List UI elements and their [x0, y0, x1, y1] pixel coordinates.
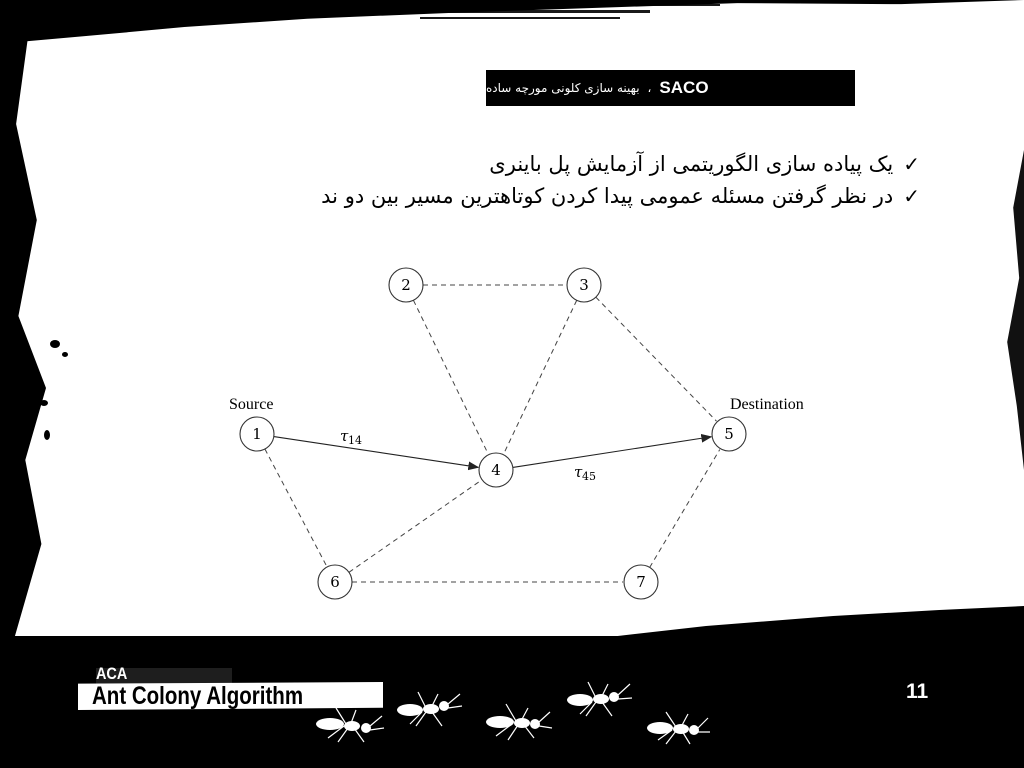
- edge-3-5: [596, 297, 717, 421]
- edge-3-4: [504, 300, 577, 453]
- node-label: 7: [636, 573, 646, 591]
- graph-edges: [265, 285, 720, 582]
- bullet-text: در نظر گرفتن مسئله عمومی پیدا کردن کوتاهترین مسیر بین دو ند: [321, 184, 894, 208]
- node-3: [567, 268, 601, 302]
- bullet-text: یک پیاده سازی الگوریتمی از آزمایش پل باینری: [489, 152, 894, 176]
- tau-14-subscript: 14: [348, 434, 362, 447]
- node-2: [389, 268, 423, 302]
- page-number: 11: [906, 680, 929, 703]
- edge-1-6: [265, 449, 327, 566]
- title-brand: SACO: [659, 78, 709, 97]
- node-4: [479, 453, 513, 487]
- destination-label: Destination: [730, 396, 804, 413]
- node-label: 6: [330, 573, 340, 591]
- tau-45-label: [574, 463, 596, 483]
- title-separator: ،: [647, 81, 652, 95]
- node-7: [624, 565, 658, 599]
- edge-2-4: [413, 300, 488, 454]
- ant-icon: [567, 682, 632, 716]
- tau-45-subscript: 45: [582, 470, 596, 483]
- ant-icon: [486, 704, 552, 740]
- tau-14-symbol: τ: [340, 427, 349, 445]
- node-label: 2: [401, 276, 411, 294]
- edge-6-4: [349, 480, 481, 572]
- edge-7-5: [650, 449, 720, 567]
- title-subtitle: بهینه سازی کلونی مورچه ساده: [486, 81, 640, 95]
- ant-icon: [397, 692, 462, 726]
- node-label: 1: [252, 425, 262, 443]
- ant-icon: [316, 708, 384, 742]
- node-label: 3: [579, 276, 589, 294]
- check-icon: ✓: [903, 152, 920, 176]
- node-5: [712, 417, 746, 451]
- source-label: Source: [229, 396, 274, 413]
- graph-nodes: [240, 268, 746, 599]
- check-icon: ✓: [903, 184, 920, 208]
- footer-name: Ant Colony Algorithm: [92, 682, 304, 710]
- node-1: [240, 417, 274, 451]
- edge-1-4: [274, 437, 478, 468]
- node-label: 4: [491, 461, 501, 479]
- ants-illustration: [290, 672, 730, 762]
- ant-icon: [647, 712, 710, 744]
- tau-45-symbol: τ: [574, 463, 583, 481]
- node-label: 5: [724, 425, 734, 443]
- footer-abbr: ACA: [96, 664, 128, 683]
- edge-4-5: [513, 437, 711, 468]
- tau-14-label: [340, 427, 362, 447]
- node-6: [318, 565, 352, 599]
